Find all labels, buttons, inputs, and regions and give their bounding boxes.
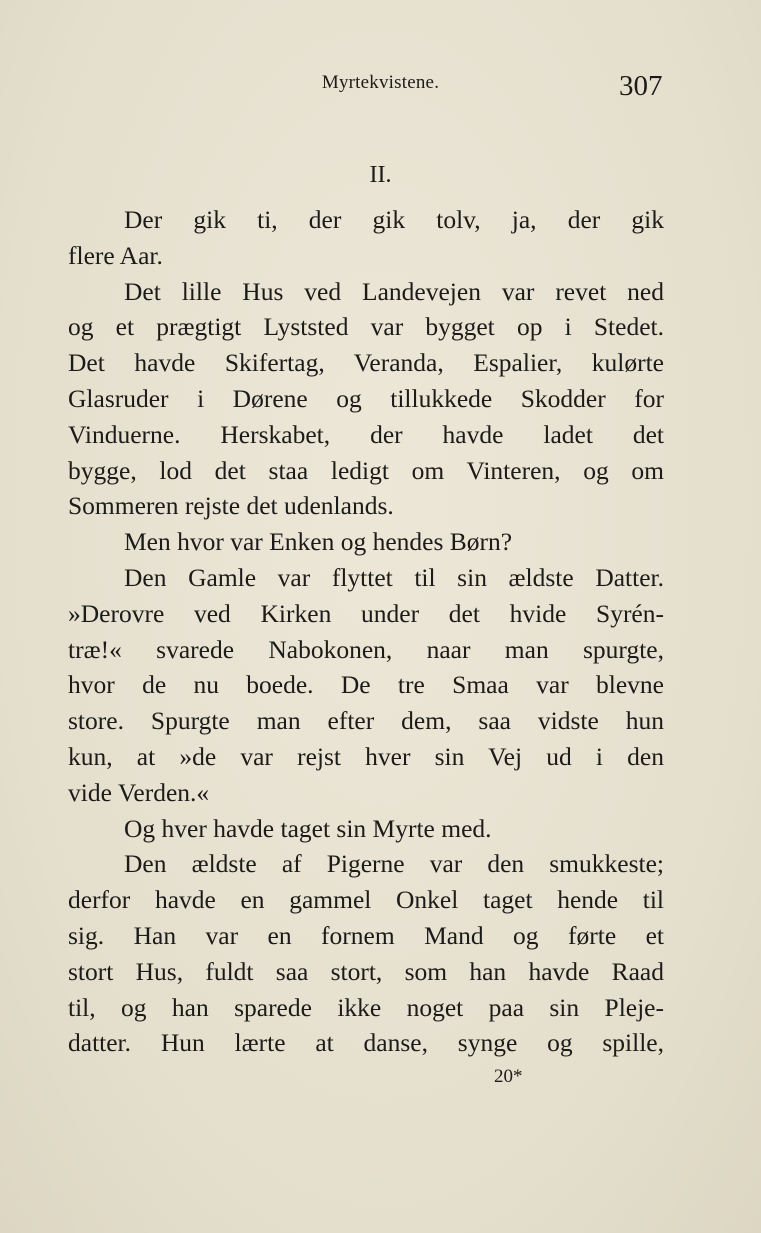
text-line: til, og han sparede ikke noget paa sin Pleje- <box>68 992 664 1022</box>
text-line: vide Verden.« <box>68 777 210 807</box>
text-line: og et prægtigt Lyststed var bygget op i Stedet. <box>68 312 664 342</box>
text-line: sig. Han var en fornem Mand og førte et <box>68 920 664 950</box>
text-line: »Derovre ved Kirken under det hvide Syrén- <box>68 598 664 628</box>
text-line: Den Gamle var flyttet til sin ældste Datter. <box>124 562 664 592</box>
text-line: bygge, lod det staa ledigt om Vinteren, og om <box>68 455 664 485</box>
text-line: Og hver havde taget sin Myrte med. <box>124 813 492 843</box>
text-line: flere Aar. <box>68 240 163 270</box>
text-line: træ!« svarede Nabokonen, naar man spurgte, <box>68 634 664 664</box>
text-line: Det lille Hus ved Landevejen var revet ned <box>124 276 664 306</box>
running-title: Myrtekvistene. <box>321 72 440 93</box>
text-line: hvor de nu boede. De tre Smaa var blevne <box>68 670 664 700</box>
text-line: Men hvor var Enken og hendes Børn? <box>124 527 513 557</box>
text-line: store. Spurgte man efter dem, saa vidste hun <box>68 706 664 736</box>
text-line: stort Hus, fuldt saa stort, som han havde Raad <box>68 956 664 986</box>
text-line: Det havde Skifertag, Veranda, Espalier, kulørte <box>68 348 664 378</box>
page-number: 307 <box>619 70 663 102</box>
text-line: datter. Hun lærte at danse, synge og spille, <box>68 1028 664 1058</box>
text-line: Der gik ti, der gik tolv, ja, der gik <box>124 205 664 234</box>
text-line: Sommeren rejste det udenlands. <box>68 491 394 521</box>
signature-mark: 20* <box>494 1066 523 1087</box>
text-line: Glasruder i Dørene og tillukkede Skodder for <box>68 383 664 413</box>
text-line: kun, at »de var rejst hver sin Vej ud i den <box>68 741 664 771</box>
section-heading: II. <box>369 162 392 188</box>
text-line: Den ældste af Pigerne var den smukkeste; <box>124 849 664 879</box>
text-line: Vinduerne. Herskabet, der havde ladet det <box>68 419 664 449</box>
text-line: derfor havde en gammel Onkel taget hende til <box>68 885 664 915</box>
body-text <box>68 199 664 1058</box>
